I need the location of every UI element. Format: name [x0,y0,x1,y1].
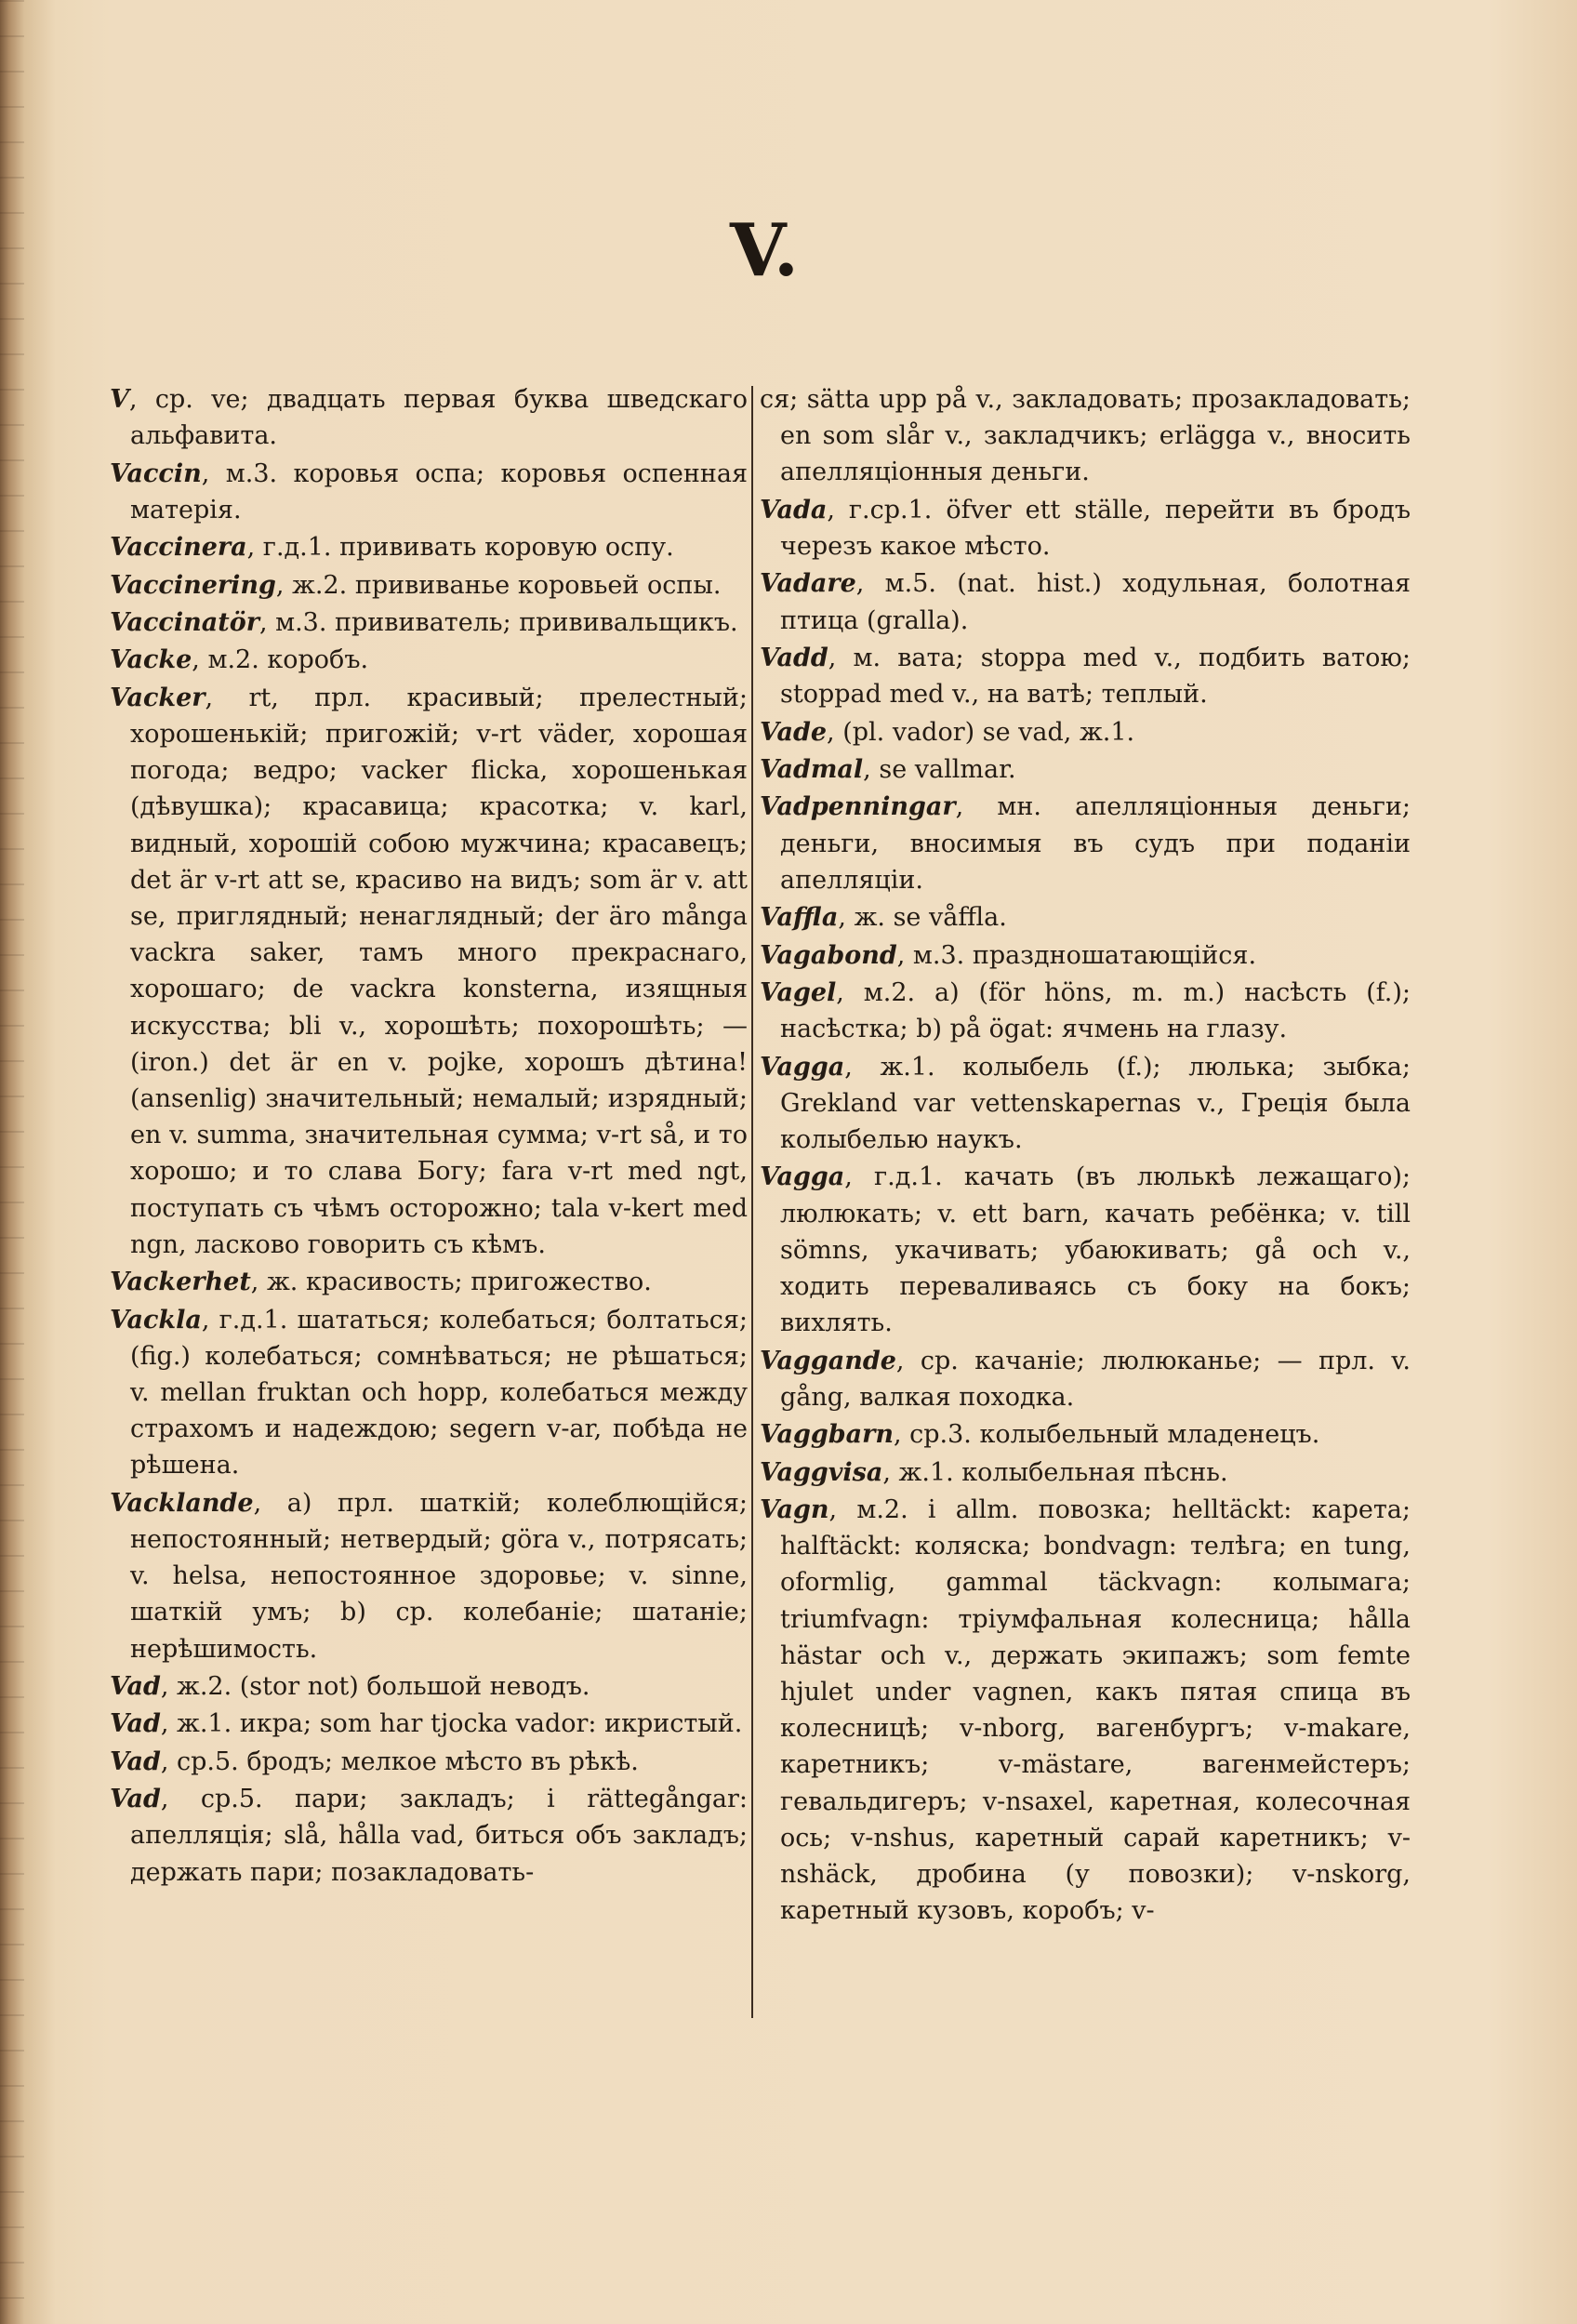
headword: Vadmal [760,754,864,784]
dictionary-entry: V, ср. ve; двадцать первая буква шведскаго альфавита. [110,385,748,451]
page-heading: V. [729,208,800,293]
dictionary-entry: Vaccinatör, м.3. прививатель; прививальщикъ. [110,607,738,637]
dictionary-entry: Vaggbarn, ср.3. колыбельный младенецъ. [760,1420,1320,1450]
headword: Vagga [760,1162,845,1192]
dictionary-entry: Vad, ж.1. икра; som har tjocka vador: икристый. [110,1709,743,1739]
headword: Vad [110,1671,161,1701]
headword: Vacke [110,645,192,675]
headword: Vagel [760,977,837,1007]
dictionary-entry: Vadpenningar, мн. апелляціонныя деньги; деньги, вносимыя въ судъ при поданіи апелляціи. [760,792,1411,895]
headword: Vacklande [110,1488,254,1518]
dictionary-entry: Vagga, г.д.1. качать (въ люлькѣ лежащаго); люлюкать; v. ett barn, качать ребёнка; v. till sömns, укачивать; убаюкивать; gå och v., ходить переваливаясь съ боку на бокъ; вихлять. [760,1162,1411,1338]
headword: Vaffla [760,903,839,933]
dictionary-entry: Vade, (pl. vador) se vad, ж.1. [760,717,1135,747]
headword: Vagn [760,1494,829,1524]
headword: Vadpenningar [760,792,956,822]
dictionary-entry: Vaggande, ср. качаніе; люлюканье; — прл. v. gång, валкая походка. [760,1346,1411,1412]
dictionary-entry: Vadare, м.5. (nat. hist.) ходульная, болотная птица (gralla). [760,569,1411,635]
headword: Vaggbarn [760,1420,894,1450]
headword: Vaccinera [110,533,247,563]
headword: Vadare [760,569,856,599]
headword: Vackla [110,1305,202,1335]
headword: Vacker [110,683,205,712]
dictionary-entry: Vagabond, м.3. праздношатающійся. [760,940,1257,970]
binding-edge [0,0,24,2324]
dictionary-entry: Vad, ср.5. пари; закладъ; i rättegångar: апелляція; slå, hålla vad, биться объ закладъ; держать пари; позакладовать- [110,1785,748,1887]
headword: Vad [110,1709,161,1739]
dictionary-entry: Vacklande, a) прл. шаткій; колеблющійся; непостоянный; нетвердый; göra v., потрясать; v. helsa, непостоянное здоровье; v. sinne, шаткій умъ; b) ср. колебаніе; шатаніе; нерѣшимость. [110,1488,748,1664]
dictionary-entry: Vackla, г.д.1. шататься; колебаться; болтаться; (fig.) колебаться; сомнѣваться; не рѣшаться; v. mellan fruktan och hopp, колебаться между страхомъ и надеждою; segern v-ar, побѣда не рѣшена. [110,1305,748,1481]
dictionary-entry: Vadmal, se vallmar. [760,754,1016,784]
headword: Vagabond [760,940,897,970]
headword: Vaggvisa [760,1457,883,1487]
headword: Vada [760,495,828,525]
headword: Vaccinatör [110,607,259,637]
dictionary-entry: Vad, ж.2. (stor not) большой неводъ. [110,1671,590,1701]
dictionary-entry: Vadd, м. вата; stoppa med v., подбить ватою; stoppad med v., на ватѣ; теплый. [760,643,1411,710]
dictionary-entry: Vacke, м.2. коробъ. [110,645,369,675]
dictionary-entry: Vagga, ж.1. колыбель (f.); люлька; зыбка; Grekland var vettenskapernas v., Греція была колыбелью наукъ. [760,1052,1411,1154]
dictionary-entry: Vad, ср.5. бродъ; мелкое мѣсто въ рѣкѣ. [110,1746,639,1776]
dictionary-entry: Vagn, м.2. i allm. повозка; helltäckt: карета; halftäckt: коляска; bondvagn: телѣга; en tung, oformlig, gammal täckvagn: колымага; triumfvagn: тріумфальная колесница; hålla hästar och v., держать экипажъ; som femte hjulet under vagnen, какъ пятая спица въ колесницѣ; v-nborg, вагенбургъ; v-makare, каретникъ; v-mästare, вагенмейстеръ; гевальдигеръ; v-nsaxel, каретная, колесочная ось; v-nshus, каретный сарай каретникъ; v-nshäck, дробина (у повозки); v-nskorg, каретный кузовъ, коробъ; v- [760,1494,1411,1926]
dictionary-entry: Vada, г.ср.1. öfver ett ställe, перейти въ бродъ черезъ какое мѣсто. [760,495,1411,561]
left-column [110,381,748,1892]
headword: Vaggande [760,1346,896,1375]
headword: Vad [110,1785,161,1814]
dictionary-entry: Vackerhet, ж. красивость; пригожество. [110,1268,652,1297]
headword: Vackerhet [110,1268,251,1297]
headword: Vad [110,1746,161,1776]
dictionary-entry: Vaggvisa, ж.1. колыбельная пѣснь. [760,1457,1228,1487]
headword: V [110,385,129,414]
dictionary-entry: Vacker, rt, прл. красивый; прелестный; хорошенькій; пригожій; v-rt väder, хорошая погода; ведро; vacker flicka, хорошенькая (дѣвушка); красавица; красотка; v. karl, видный, хорошій собою мужчина; красавецъ; det är v-rt att se, красиво на видъ; som är v. att se, приглядный; ненаглядный; der äro många vackra saker, тамъ много прекраснаго, хорошаго; de vackra konsterna, изящныя искусства; bli v., хорошѣть; похорошѣть; — (iron.) det är en v. pojke, хорошъ дѣтина! (ansenlig) значительный; немалый; изрядный; en v. summa, значительная сумма; v-rt så, и то хорошо; и то слава Богу; fara v-rt med ngt, поступать съ чѣмъ осторожно; tala v-kert med ngn, ласково говорить съ кѣмъ. [110,683,748,1259]
headword: Vaccin [110,458,202,488]
dictionary-entry: Vagel, м.2. a) (för höns, m. m.) насѣсть (f.); насѣстка; b) på ögat: ячмень на глазу. [760,977,1411,1044]
bleed-through-text [186,88,1488,228]
dictionary-entry: ся; sätta upp på v., закладовать; прозакладовать; en som slår v., закладчикъ; erlägga v., вносить апелляціонныя деньги. [760,385,1411,487]
headword: Vaccinering [110,570,276,600]
right-column [760,381,1411,1931]
headword: Vagga [760,1052,845,1082]
dictionary-entry: Vaccin, м.3. коровья оспа; коровья оспенная матерія. [110,458,748,525]
dictionary-entry: Vaffla, ж. se våffla. [760,903,1007,933]
dictionary-entry: Vaccinering, ж.2. прививанье коровьей оспы. [110,570,722,600]
headword: Vade [760,717,828,747]
headword: Vadd [760,643,828,672]
dictionary-entry: Vaccinera, г.д.1. прививать коровую оспу. [110,533,674,563]
column-divider [751,386,753,2018]
